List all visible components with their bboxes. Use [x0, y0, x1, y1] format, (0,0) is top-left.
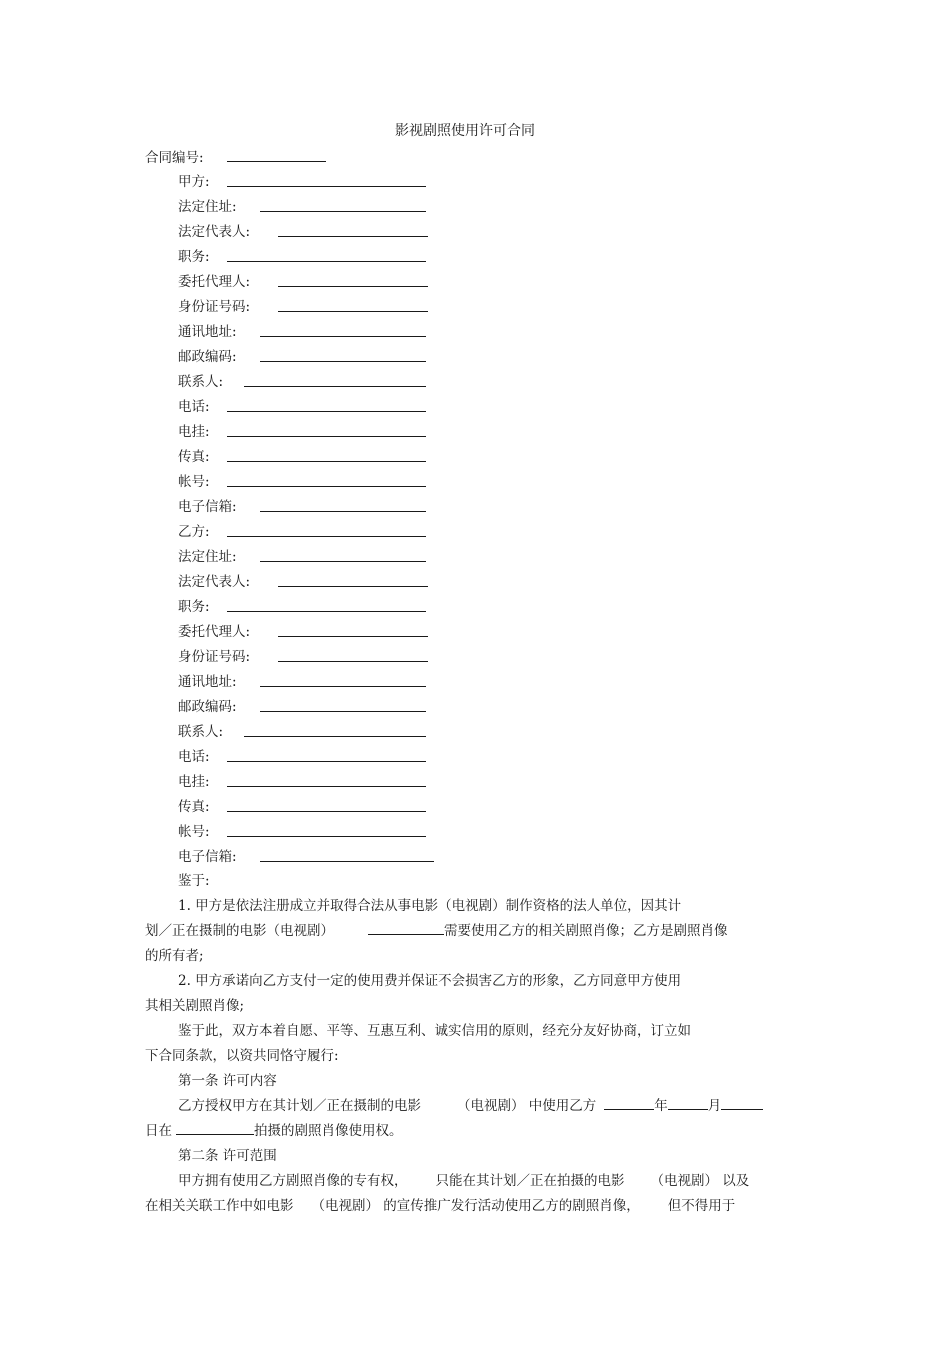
party-b-field-label: 联系人:: [178, 724, 224, 740]
party-b-field-label: 电话:: [178, 749, 210, 765]
party-a-field-blank[interactable]: [278, 286, 428, 287]
party-a-field-label: 法定代表人:: [178, 224, 251, 240]
clause2-line1: 2. 甲方承诺向乙方支付一定的使用费并保证不会损害乙方的形象，乙方同意甲方使用: [178, 973, 682, 989]
location-blank[interactable]: [176, 1122, 254, 1135]
party-a-field-blank[interactable]: [227, 486, 426, 487]
article2-line2-b: （电视剧） 的宣传推广发行活动使用乙方的剧照肖像，: [311, 1198, 640, 1214]
day-blank[interactable]: [721, 1097, 763, 1110]
month-label: 月: [707, 1098, 722, 1114]
article1-line2: [145, 1119, 403, 1139]
party-b-field-blank[interactable]: [260, 686, 426, 687]
film-name-blank[interactable]: [368, 922, 444, 935]
article2-line1-a: 甲方拥有使用乙方剧照肖像的专有权，: [178, 1173, 408, 1189]
party-b-field-blank[interactable]: [278, 661, 428, 662]
party-a-field-blank[interactable]: [260, 211, 426, 212]
party-a-field-label: 电挂:: [178, 424, 210, 440]
party-a-field-blank[interactable]: [260, 336, 426, 337]
party-b-field-label: 帐号:: [178, 824, 210, 840]
article2-line2: [145, 1194, 735, 1214]
party-a-field-label: 电话:: [178, 399, 210, 415]
clause1-line1: 1. 甲方是依法注册成立并取得合法从事电影（电视剧）制作资格的法人单位，因其计: [178, 898, 682, 914]
party-a-field-blank[interactable]: [227, 436, 426, 437]
party-b-field-blank[interactable]: [227, 836, 426, 837]
article2-line2-c: 但不得用于: [667, 1198, 736, 1214]
party-a-field-blank[interactable]: [244, 386, 426, 387]
article1-line1-start: 乙方授权甲方在其计划／正在摄制的电影: [178, 1098, 421, 1114]
party-b-field-blank[interactable]: [227, 761, 426, 762]
party-b-field-blank[interactable]: [278, 636, 428, 637]
party-b-field-blank[interactable]: [227, 611, 426, 612]
month-blank[interactable]: [668, 1097, 708, 1110]
party-a-field-label: 电子信箱:: [178, 499, 237, 515]
party-b-field-blank[interactable]: [278, 586, 428, 587]
article1-title: 第一条 许可内容: [178, 1073, 277, 1089]
contract-number-blank[interactable]: [227, 161, 326, 162]
party-b-field-label: 职务:: [178, 599, 210, 615]
party-a-field-label: 联系人:: [178, 374, 224, 390]
party-a-label: 甲方:: [178, 174, 210, 190]
party-a-field-label: 法定住址:: [178, 199, 237, 215]
article2-line2-a: 在相关关联工作中如电影: [145, 1198, 294, 1214]
article1-line1-mid: （电视剧） 中使用乙方: [457, 1098, 597, 1114]
party-a-field-label: 帐号:: [178, 474, 210, 490]
article2-line1-c: （电视剧） 以及: [650, 1173, 750, 1189]
article1-line2-end: 拍摄的剧照肖像使用权。: [254, 1123, 403, 1139]
party-b-field-label: 电挂:: [178, 774, 210, 790]
agreement-line1: 鉴于此，双方本着自愿、平等、互惠互利、诚实信用的原则，经充分友好协商，订立如: [178, 1023, 691, 1039]
party-a-field-blank[interactable]: [260, 361, 426, 362]
party-a-field-blank[interactable]: [278, 236, 428, 237]
article1-line1: [178, 1094, 763, 1114]
party-b-field-label: 身份证号码:: [178, 649, 251, 665]
agreement-line2: 下合同条款，以资共同恪守履行:: [145, 1048, 339, 1064]
party-b-blank[interactable]: [227, 536, 426, 537]
party-a-field-blank[interactable]: [227, 261, 426, 262]
article2-title: 第二条 许可范围: [178, 1148, 277, 1164]
party-b-field-blank[interactable]: [244, 736, 426, 737]
party-b-field-blank[interactable]: [260, 861, 434, 862]
contract-number-row: [145, 146, 204, 166]
clause1-line2: [145, 919, 728, 939]
party-a-blank[interactable]: [227, 186, 426, 187]
party-b-field-label: 委托代理人:: [178, 624, 251, 640]
party-b-field-label: 通讯地址:: [178, 674, 237, 690]
party-a-field-blank[interactable]: [260, 511, 426, 512]
contract-number-label: 合同编号:: [145, 150, 204, 166]
party-b-field-label: 传真:: [178, 799, 210, 815]
article2-line1: [178, 1169, 749, 1189]
party-a-field-blank[interactable]: [227, 461, 426, 462]
party-b-field-label: 法定代表人:: [178, 574, 251, 590]
party-b-field-blank[interactable]: [260, 711, 426, 712]
article2-line1-b: 只能在其计划／正在拍摄的电影: [435, 1173, 625, 1189]
party-b-label: 乙方:: [178, 524, 210, 540]
party-b-field-label: 邮政编码:: [178, 699, 237, 715]
party-a-field-label: 通讯地址:: [178, 324, 237, 340]
clause1-line3: 的所有者;: [145, 948, 204, 964]
party-a-field-blank[interactable]: [278, 311, 428, 312]
party-a-field-blank[interactable]: [227, 411, 426, 412]
party-b-field-blank[interactable]: [227, 811, 426, 812]
party-b-field-label: 电子信箱:: [178, 849, 237, 865]
party-b-field-blank[interactable]: [227, 786, 426, 787]
whereas-label: 鉴于:: [178, 873, 210, 889]
party-a-field-label: 委托代理人:: [178, 274, 251, 290]
party-b-field-label: 法定住址:: [178, 549, 237, 565]
clause2-line2: 其相关剧照肖像;: [145, 998, 245, 1014]
party-a-field-label: 身份证号码:: [178, 299, 251, 315]
party-a-field-label: 传真:: [178, 449, 210, 465]
year-label: 年: [654, 1098, 668, 1114]
party-a-field-label: 职务:: [178, 249, 210, 265]
year-blank[interactable]: [604, 1097, 654, 1110]
clause1-line2-end: 需要使用乙方的相关剧照肖像；乙方是剧照肖像: [444, 923, 728, 939]
article1-line2-start: 日在: [145, 1123, 172, 1139]
document-title: 影视剧照使用许可合同: [395, 123, 535, 139]
party-b-field-blank[interactable]: [260, 561, 426, 562]
party-a-field-label: 邮政编码:: [178, 349, 237, 365]
clause1-line2-start: 划／正在摄制的电影（电视剧）: [145, 923, 334, 939]
